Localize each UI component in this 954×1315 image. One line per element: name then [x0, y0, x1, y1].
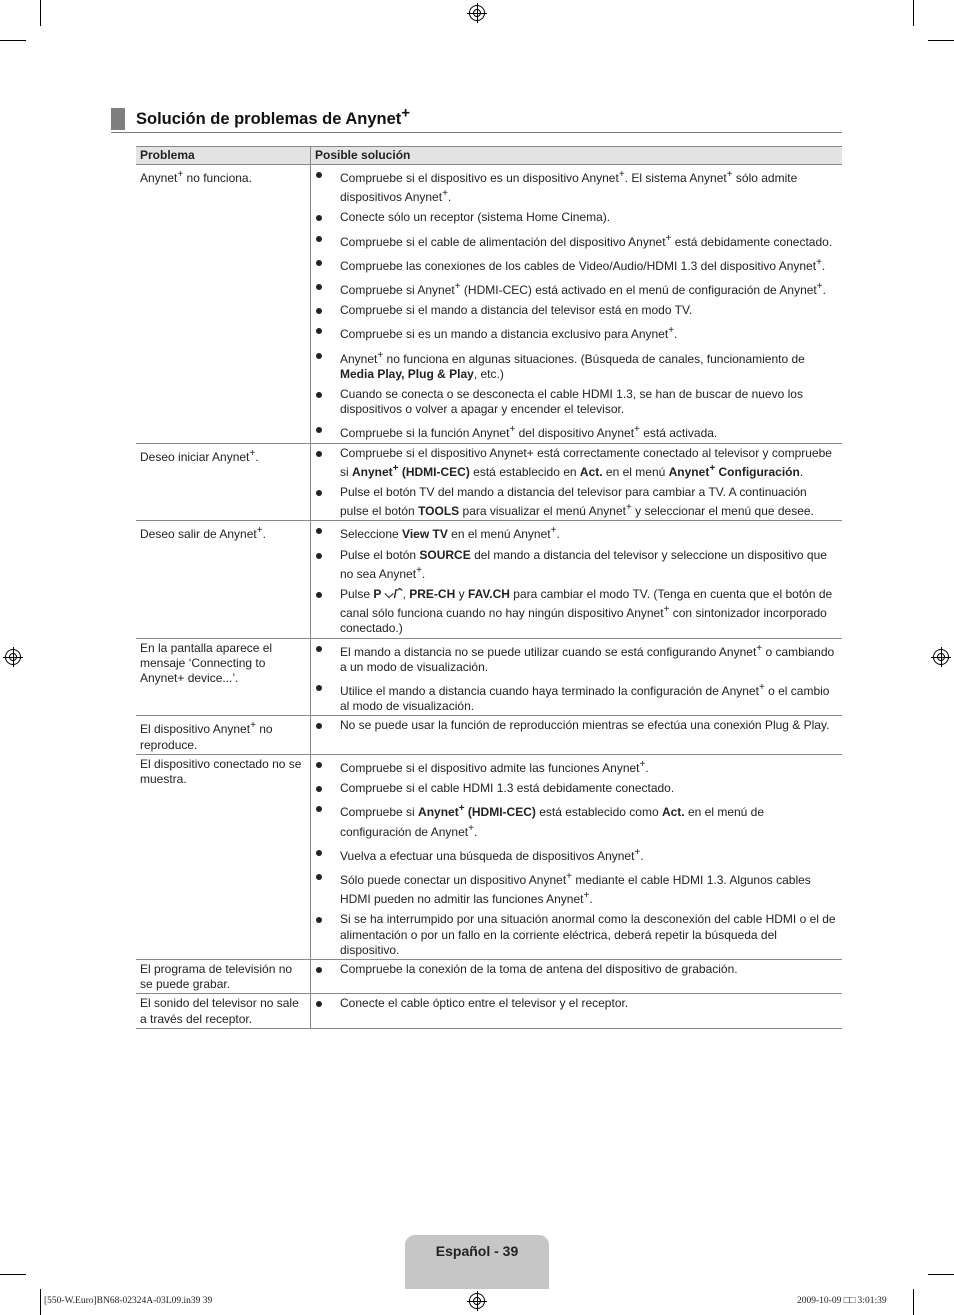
table-header-row	[136, 147, 842, 165]
crop-mark	[40, 1289, 41, 1315]
solution-cell	[311, 994, 843, 1028]
crop-mark	[913, 1289, 914, 1315]
registration-mark-icon	[469, 1293, 485, 1309]
problem-cell: Deseo salir de Anynet+.	[136, 521, 311, 638]
section-header	[111, 104, 842, 133]
solution-list	[314, 523, 838, 636]
registration-mark-icon	[5, 649, 21, 665]
page-title: Solución de problemas de Anynet+	[136, 104, 411, 128]
problem-cell: Deseo iniciar Anynet+.	[136, 443, 311, 521]
bullet-icon	[316, 762, 322, 768]
column-header-problem: Problema	[136, 147, 311, 165]
solution-text: Compruebe si el dispositivo admite las funciones Anynet+.	[340, 758, 649, 775]
solution-text: Utilice el mando a distancia cuando haya terminado la configuración de Anynet+ o el cambio al modo de visualización.	[340, 682, 830, 714]
bullet-icon	[316, 353, 322, 359]
list-item	[314, 422, 838, 441]
bullet-icon	[316, 685, 322, 691]
column-header-solution: Posible solución	[311, 147, 843, 165]
solution-text: Pulse P ⌵/⌃, PRE-CH y FAV.CH para cambiar el modo TV. (Tenga en cuenta que el botón de canal sólo funciona cuando no hay ningún dispositivo Anynet+ con sintonizador incorporado conectado.)	[340, 587, 833, 636]
table-row	[136, 959, 842, 993]
list-item	[314, 279, 838, 298]
bullet-icon	[316, 172, 322, 178]
bullet-icon	[316, 392, 322, 398]
title-bar-marker	[111, 108, 125, 130]
table-row	[136, 994, 842, 1028]
solution-text: Conecte el cable óptico entre el televisor y el receptor.	[340, 996, 629, 1011]
bullet-icon	[316, 553, 322, 559]
problem-cell: El dispositivo conectado no se muestra.	[136, 754, 311, 959]
solution-cell	[311, 638, 843, 716]
list-item	[314, 781, 838, 796]
page-number-tab	[405, 1235, 549, 1289]
solution-text: Compruebe si el dispositivo Anynet+ está correctamente conectado al televisor y compruebe si Anynet+ (HDMI-CEC) está establecido en Act. en el menú Anynet+ Configuración.	[340, 445, 832, 479]
solution-cell	[311, 754, 843, 959]
solution-text: Anynet+ no funciona en algunas situaciones. (Búsqueda de canales, funcionamiento de Media Play, Plug & Play, etc.)	[340, 349, 805, 381]
bullet-icon	[316, 451, 322, 457]
table-row	[136, 443, 842, 521]
bullet-icon	[316, 786, 322, 792]
list-item	[314, 387, 838, 417]
list-item	[314, 845, 838, 864]
bullet-icon	[316, 490, 322, 496]
crop-mark	[928, 1274, 954, 1275]
crop-mark	[40, 0, 41, 26]
problem-cell: Anynet+ no funciona.	[136, 165, 311, 444]
solution-text: Cuando se conecta o se desconecta el cable HDMI 1.3, se han de buscar de nuevo los dispositivos o volver a apagar y encender el televisor.	[340, 387, 803, 417]
solution-cell	[311, 443, 843, 521]
solution-cell	[311, 716, 843, 754]
list-item	[314, 757, 838, 776]
list-item	[314, 587, 838, 637]
list-item	[314, 485, 838, 519]
solution-cell	[311, 521, 843, 638]
list-item	[314, 801, 838, 839]
solution-text: Compruebe si el mando a distancia del televisor está en modo TV.	[340, 303, 693, 318]
table-row	[136, 716, 842, 754]
list-item	[314, 446, 838, 480]
bullet-icon	[316, 284, 322, 290]
list-item	[314, 303, 838, 318]
solution-text: Sólo puede conectar un dispositivo Anynet+ mediante el cable HDMI 1.3. Algunos cables HDMI pueden no admitir las funciones Anynet+.	[340, 870, 811, 907]
table-row	[136, 638, 842, 716]
bullet-icon	[316, 646, 322, 652]
list-item	[314, 348, 838, 382]
list-item	[314, 548, 838, 582]
problem-cell: En la pantalla aparece el mensaje ‘Connecting to Anynet+ device...’.	[136, 638, 311, 716]
bullet-icon	[316, 427, 322, 433]
solution-text: Compruebe si Anynet+ (HDMI-CEC) está establecido como Act. en el menú de configuración de Anynet+.	[340, 803, 765, 839]
solution-cell	[311, 959, 843, 993]
solution-text: Compruebe si el cable de alimentación del dispositivo Anynet+ está debidamente conectado.	[340, 232, 833, 249]
solution-list	[314, 718, 838, 733]
solution-list	[314, 962, 838, 977]
crop-mark	[928, 40, 954, 41]
solution-text: Compruebe si el cable HDMI 1.3 está debidamente conectado.	[340, 781, 675, 796]
solution-text: El mando a distancia no se puede utilizar cuando se está configurando Anynet+ o cambiando a un modo de visualización.	[340, 642, 835, 674]
list-item	[314, 231, 838, 250]
solution-list	[314, 641, 838, 715]
list-item	[314, 718, 838, 733]
problem-cell: El dispositivo Anynet+ no reproduce.	[136, 716, 311, 754]
solution-text: Compruebe si la función Anynet+ del dispositivo Anynet+ está activada.	[340, 424, 718, 441]
bullet-icon	[316, 1001, 322, 1007]
list-item	[314, 255, 838, 274]
list-item	[314, 869, 838, 907]
print-slug-left: [550-W.Euro]BN68-02324A-03L09.in39 39	[44, 1296, 213, 1306]
solution-cell	[311, 165, 843, 444]
crop-mark	[0, 1274, 26, 1275]
table-row	[136, 521, 842, 638]
bullet-icon	[316, 850, 322, 856]
solution-text: Pulse el botón TV del mando a distancia del televisor para cambiar a TV. A continuación pulse el botón TOOLS para visualizar el menú Anynet+ y seleccionar el menú que desee.	[340, 485, 814, 519]
solution-text: Compruebe si el dispositivo es un dispositivo Anynet+. El sistema Anynet+ sólo admite dispositivos Anynet+.	[340, 169, 798, 205]
solution-text: Compruebe si Anynet+ (HDMI-CEC) está activado en el menú de configuración de Anynet+.	[340, 281, 826, 298]
bullet-icon	[316, 967, 322, 973]
table-row	[136, 165, 842, 444]
bullet-icon	[316, 592, 322, 598]
solution-list	[314, 996, 838, 1011]
solution-text: No se puede usar la función de reproducción mientras se efectúa una conexión Plug & Play.	[340, 718, 830, 733]
bullet-icon	[316, 236, 322, 242]
solution-text: Compruebe las conexiones de los cables de Video/Audio/HDMI 1.3 del dispositivo Anynet+.	[340, 256, 826, 273]
solution-text: Pulse el botón SOURCE del mando a distancia del televisor y seleccione un dispositivo que no sea Anynet+.	[340, 547, 827, 581]
registration-mark-icon	[933, 649, 949, 665]
bullet-icon	[316, 328, 322, 334]
bullet-icon	[316, 215, 322, 221]
list-item	[314, 210, 838, 225]
bullet-icon	[316, 308, 322, 314]
solution-text: Compruebe la conexión de la toma de antena del dispositivo de grabación.	[340, 961, 738, 976]
bullet-icon	[316, 528, 322, 534]
solution-list	[314, 167, 838, 442]
list-item	[314, 323, 838, 342]
bullet-icon	[316, 917, 322, 923]
solution-text: Compruebe si es un mando a distancia exclusivo para Anynet+.	[340, 325, 678, 342]
list-item	[314, 962, 838, 977]
bullet-icon	[316, 723, 322, 729]
solution-text: Si se ha interrumpido por una situación anormal como la desconexión del cable HDMI o el de alimentación o por un fallo en la corriente eléctrica, deberá repetir la búsqueda del dispositivo.	[340, 912, 836, 957]
table-row	[136, 754, 842, 959]
list-item	[314, 641, 838, 675]
crop-mark	[0, 40, 26, 41]
solution-text: Conecte sólo un receptor (sistema Home Cinema).	[340, 210, 611, 225]
list-item	[314, 912, 838, 958]
solution-text: Vuelva a efectuar una búsqueda de dispositivos Anynet+.	[340, 846, 644, 863]
bullet-icon	[316, 260, 322, 266]
solution-text: Seleccione View TV en el menú Anynet+.	[340, 525, 560, 542]
print-slug-right: 2009-10-09 □□ 3:01:39	[797, 1296, 887, 1306]
list-item	[314, 680, 838, 714]
crop-mark	[913, 0, 914, 26]
bullet-icon	[316, 806, 322, 812]
registration-mark-icon	[469, 5, 485, 21]
table-body	[136, 165, 842, 1029]
solution-list	[314, 446, 838, 520]
bullet-icon	[316, 874, 322, 880]
list-item	[314, 996, 838, 1011]
problem-cell: El sonido del televisor no sale a través del receptor.	[136, 994, 311, 1028]
list-item	[314, 167, 838, 205]
solution-list	[314, 757, 838, 958]
troubleshooting-table	[136, 146, 842, 1029]
problem-cell: El programa de televisión no se puede grabar.	[136, 959, 311, 993]
list-item	[314, 523, 838, 542]
page-number-label: Español - 39	[435, 1243, 519, 1259]
